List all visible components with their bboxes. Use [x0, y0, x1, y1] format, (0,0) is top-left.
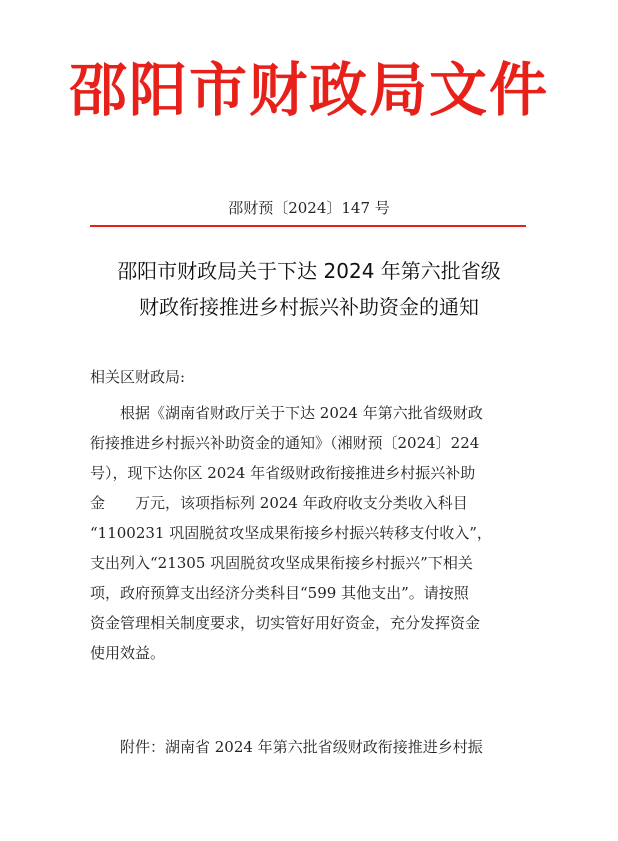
notice-title-line: 财政衔接推进乡村振兴补助资金的通知 [139, 295, 479, 319]
body-line: 金 万元，该项指标列 2024 年政府收支分类收入科目 [90, 494, 468, 512]
notice-title [60, 253, 558, 325]
red-divider [90, 225, 526, 227]
body-line: 根据《湖南省财政厅关于下达 2024 年第六批省级财政 [120, 404, 483, 422]
salutation: 相关区财政局: [90, 368, 186, 386]
body-line: 项，政府预算支出经济分类科目“599 其他支出”。请按照 [90, 584, 469, 602]
attachment-line: 附件：湖南省 2024 年第六批省级财政衔接推进乡村振 [120, 738, 483, 756]
body-line: 号），现下达你区 2024 年省级财政衔接推进乡村振兴补助 [90, 464, 476, 482]
document-number: 邵财预〔2024〕147 号 [228, 199, 390, 217]
body-line: 使用效益。 [90, 644, 166, 662]
body-line: 支出列入“21305 巩固脱贫攻坚成果衔接乡村振兴”下相关 [90, 554, 473, 572]
notice-title-line: 邵阳市财政局关于下达 2024 年第六批省级 [117, 259, 501, 283]
body-line: 衔接推进乡村振兴补助资金的通知》（湘财预〔2024〕224 [90, 434, 480, 452]
body-line: “1100231 巩固脱贫攻坚成果衔接乡村振兴转移支付收入”， [90, 524, 492, 542]
body-line: 资金管理相关制度要求，切实管好用好资金，充分发挥资金 [90, 614, 481, 632]
document-header-title: 邵阳市财政局文件 [68, 56, 549, 124]
body-paragraph [90, 398, 530, 668]
